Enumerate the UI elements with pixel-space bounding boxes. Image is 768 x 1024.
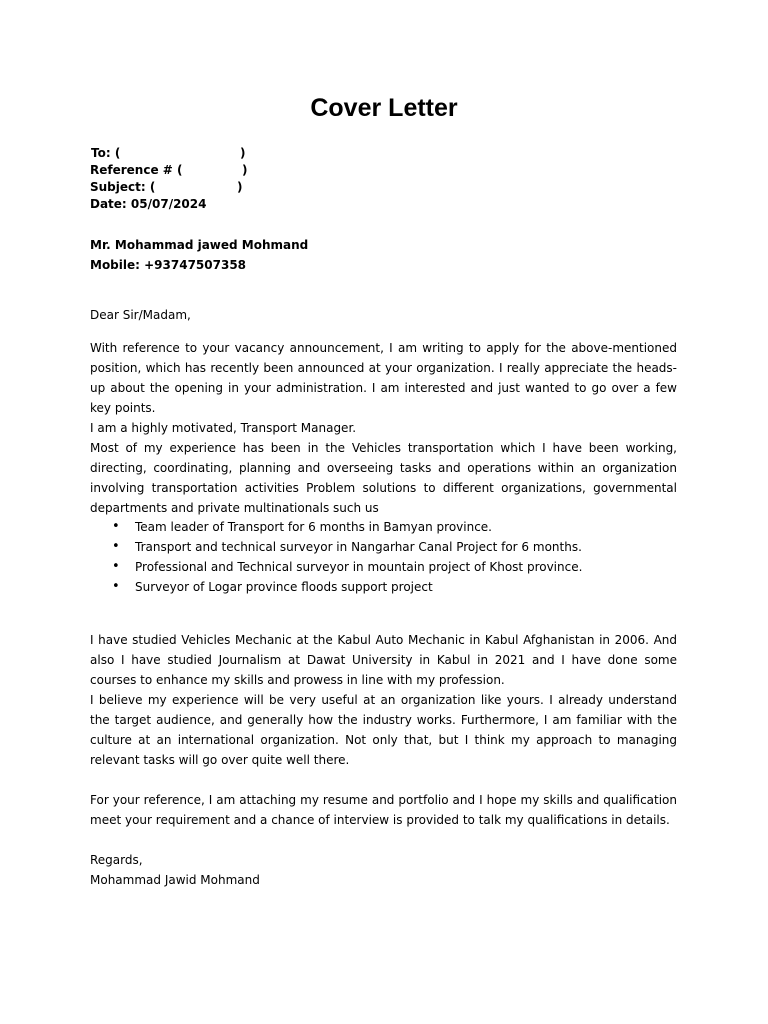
- intro-sentence: With reference to your vacancy announcement, I am writing to apply for the above-mentioned position, which has recently been announced at your organization. I really appreciate the heads-up about the opening in your administration. I am interested and just wanted to go over a few key points.: [90, 341, 677, 415]
- subject-close-paren: ): [237, 180, 243, 194]
- sender-mobile: Mobile: +93747507358: [90, 258, 247, 272]
- reference-paragraph: For your reference, I am attaching my resume and portfolio and I hope my skills and qualification meet your requirement and a chance of interview is provided to talk my qualifications in details.: [90, 793, 677, 827]
- education-paragraph: [90, 630, 677, 770]
- list-item-text: Team leader of Transport for 6 months in Bamyan province.: [135, 520, 492, 534]
- subject-line: [90, 179, 350, 196]
- sender-name: Mr. Mohammad jawed Mohmand: [90, 238, 309, 252]
- to-close-paren: ): [240, 146, 246, 160]
- bullet-icon: •: [112, 559, 120, 574]
- experience-sentence: Most of my experience has been in the Vehicles transportation which I have been working, directing, coordinating, planning and overseeing tasks and operations within an organization involving transportation activities Problem solutions to different organizations, governmental departments and private multinationals such us: [90, 441, 677, 515]
- signature-block: [90, 850, 677, 890]
- list-item: [90, 517, 677, 537]
- letter-header: [90, 145, 350, 213]
- motivation-sentence: I am a highly motivated, Transport Manager.: [90, 421, 357, 435]
- list-item: [90, 557, 677, 577]
- subject-label: Subject: (: [90, 180, 156, 194]
- list-item: [90, 537, 677, 557]
- reference-label: Reference # (: [90, 163, 183, 177]
- list-item-text: Professional and Technical surveyor in mountain project of Khost province.: [135, 560, 583, 574]
- closing-text: Regards,: [90, 853, 143, 867]
- intro-paragraph: [90, 338, 677, 518]
- greeting: Dear Sir/Madam,: [90, 308, 191, 322]
- reference-line: [90, 162, 350, 179]
- to-line: [90, 145, 350, 162]
- list-item-text: Surveyor of Logar province floods support project: [135, 580, 433, 594]
- fit-sentence: I believe my experience will be very useful at an organization like yours. I already understand the target audience, and generally how the industry works. Furthermore, I am familiar with the culture at an international organization. Not only that, but I think my approach to managing relevant tasks will go over quite well there.: [90, 693, 677, 767]
- list-item-text: Transport and technical surveyor in Nangarhar Canal Project for 6 months.: [135, 540, 582, 554]
- sender-block: [90, 235, 308, 275]
- bullet-icon: •: [112, 519, 120, 534]
- education-sentence: I have studied Vehicles Mechanic at the Kabul Auto Mechanic in Kabul Afghanistan in 2006. And also I have studied Journalism at Dawat University in Kabul in 2021 and I have done some courses to enhance my skills and prowess in line with my profession.: [90, 633, 677, 687]
- to-label: To: (: [91, 146, 121, 160]
- date-line: Date: 05/07/2024: [90, 197, 207, 211]
- bullet-icon: •: [112, 539, 120, 554]
- experience-list: [90, 517, 677, 597]
- signature-name: Mohammad Jawid Mohmand: [90, 873, 260, 887]
- page-title: Cover Letter: [310, 94, 458, 122]
- list-item: [90, 577, 677, 597]
- reference-close-paren: ): [242, 163, 248, 177]
- bullet-icon: •: [112, 579, 120, 594]
